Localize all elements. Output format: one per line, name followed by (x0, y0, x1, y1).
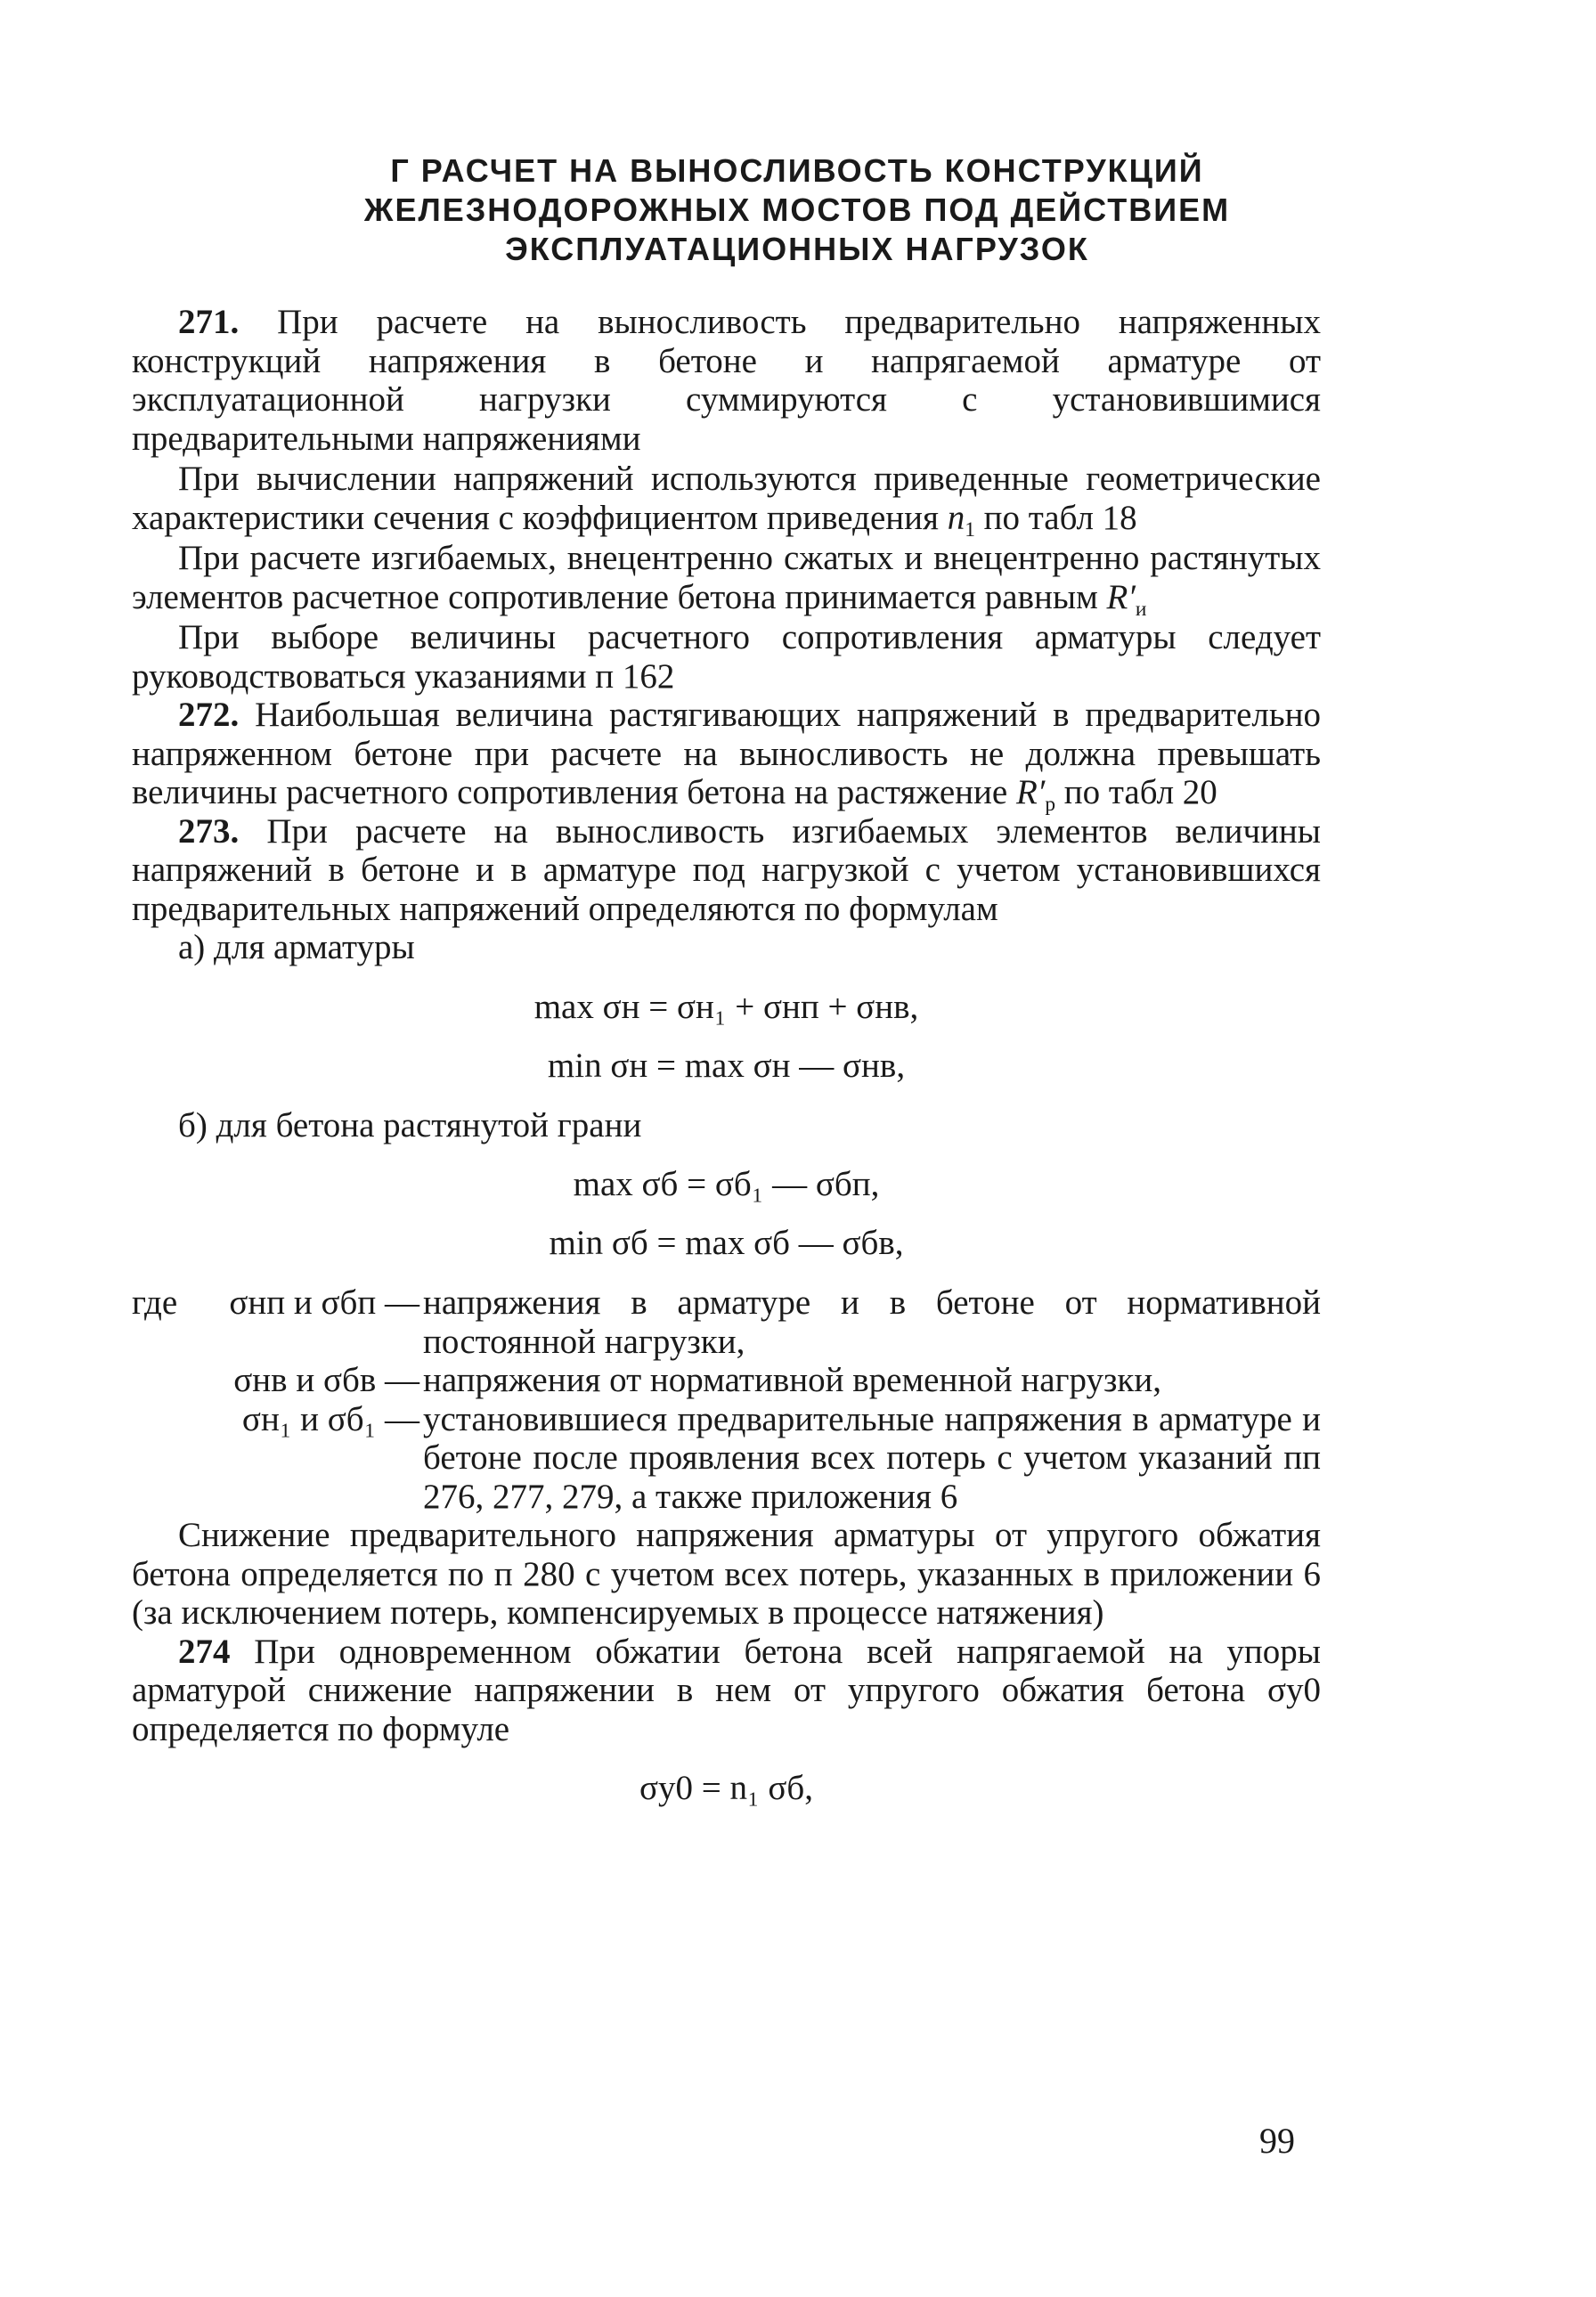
symbol-subscript: 1 (965, 517, 975, 542)
paragraph-number: 273. (178, 811, 240, 851)
where-symbols: σнв и σбв — (233, 1361, 419, 1399)
formula-min-reinforcement: min σн = max σн — σнв, (547, 1046, 906, 1085)
paragraph-text: Наибольшая величина растягивающих напряжений в предварительно напряженном бетоне при расчете на выносливость не должна превышать величины расчетного сопротивления бетона на растяжение (132, 696, 1321, 811)
where-description: напряжения в арматуре и в бетоне от нормативной постоянной нагрузки, (423, 1283, 1321, 1361)
heading-line-2: ЖЕЛЕЗНОДОРОЖНЫХ МОСТОВ ПОД ДЕЙСТВИЕМ (363, 191, 1231, 228)
symbol-r: R′ (1015, 773, 1046, 811)
formula-max-concrete: max σб = σб₁ — σбп, (573, 1165, 880, 1203)
symbol-r: R′ (1106, 577, 1136, 616)
symbol-subscript: и (1135, 597, 1147, 621)
where-symbols (132, 1283, 423, 1361)
symbol-sigma: σу0 (1266, 1671, 1321, 1709)
heading-line-3: ЭКСПЛУАТАЦИОННЫХ НАГРУЗОК (505, 231, 1089, 267)
paragraph-text: При одновременном обжатии бетона всей напрягаемой на упоры арматурой снижение напряжении в нем от упругого обжатия бетона (132, 1632, 1322, 1709)
heading-line-1: Г РАСЧЕТ НА ВЫНОСЛИВОСТЬ КОНСТРУКЦИЙ (390, 152, 1204, 189)
paragraph-number: 274 (178, 1632, 231, 1671)
item-b-concrete: б) для бетона растянутой грани (178, 1105, 642, 1144)
paragraph-text: При расчете на выносливость изгибаемых элементов величины напряжений в бетоне и в арматуре под нагрузкой с учетом установившихся предварительных напряжений определяются по формулам (132, 811, 1322, 928)
paragraph-text: по табл 20 (1063, 773, 1217, 811)
where-row-1 (132, 1283, 1321, 1361)
paragraph-273 (132, 812, 1321, 929)
where-row-3 (132, 1400, 1321, 1517)
formula-min-concrete: min σб = max σб — σбв, (549, 1224, 904, 1262)
paragraph-text: При расчете изгибаемых, внецентренно сжатых и внецентренно растянутых элементов расчетное сопротивление бетона принимается равным (132, 539, 1321, 616)
paragraph-text: При вычислении напряжений используются приведенные геометрические характеристики сечения с коэффициентом приведения (132, 460, 1321, 537)
paragraph-274 (132, 1633, 1321, 1749)
paragraph-271 (132, 303, 1321, 458)
symbol-subscript: р (1045, 793, 1056, 817)
paragraph-text: по табл 18 (983, 498, 1137, 537)
paragraph-271-reduction (132, 460, 1321, 542)
formula-elastic-compression: σу0 = n₁ σб, (639, 1769, 813, 1807)
formula-block-274 (132, 1759, 1321, 1818)
item-a-reinforcement: а) для арматуры (178, 928, 415, 966)
where-description: установившиеся предварительные напряжения в арматуре и бетоне после проявления всех потерь с учетом указаний пп 276, 277, 279, а также приложения 6 (423, 1399, 1321, 1516)
where-word: где (132, 1283, 178, 1322)
formula-block-a (132, 978, 1321, 1096)
symbol-n: n (947, 498, 965, 537)
formula-max-reinforcement: max σн = σн₁ + σнп + σнв, (533, 987, 919, 1026)
paragraph-text: определяется по формуле (132, 1709, 510, 1748)
page-number: 99 (1259, 2121, 1295, 2161)
paragraph-272 (132, 696, 1321, 817)
where-symbols-text: σнп и σбп — (229, 1283, 419, 1322)
where-row-2 (132, 1361, 1321, 1400)
formula-block-b (132, 1155, 1321, 1273)
paragraph-text: При расчете на выносливость предварительно напряженных конструкций напряжения в бетоне и напрягаемой арматуре от эксплуатационной нагрузки суммируются с установившимися предварительными напряжениями (132, 303, 1321, 458)
where-description: напряжения от нормативной временной нагрузки, (423, 1361, 1161, 1399)
paragraph-number: 272. (178, 696, 240, 734)
where-block (132, 1283, 1321, 1516)
paragraph-number: 271. (178, 303, 240, 341)
document-body (132, 303, 1321, 1829)
paragraph-prestress-reduction: Снижение предварительного напряжения арматуры от упругого обжатия бетона определяется по п 280 с учетом всех потерь, указанных в приложении 6 (за исключением потерь, компенсируемых в процессе натяжения) (132, 1516, 1321, 1632)
where-symbols: σн₁ и σб₁ — (241, 1399, 419, 1438)
section-heading (178, 151, 1416, 269)
paragraph-271-resistance (132, 539, 1321, 621)
paragraph-text: При выборе величины расчетного сопротивления арматуры следует руководствоваться указаниями п 162 (132, 618, 1321, 696)
paragraph-271-guidance (132, 618, 1321, 696)
